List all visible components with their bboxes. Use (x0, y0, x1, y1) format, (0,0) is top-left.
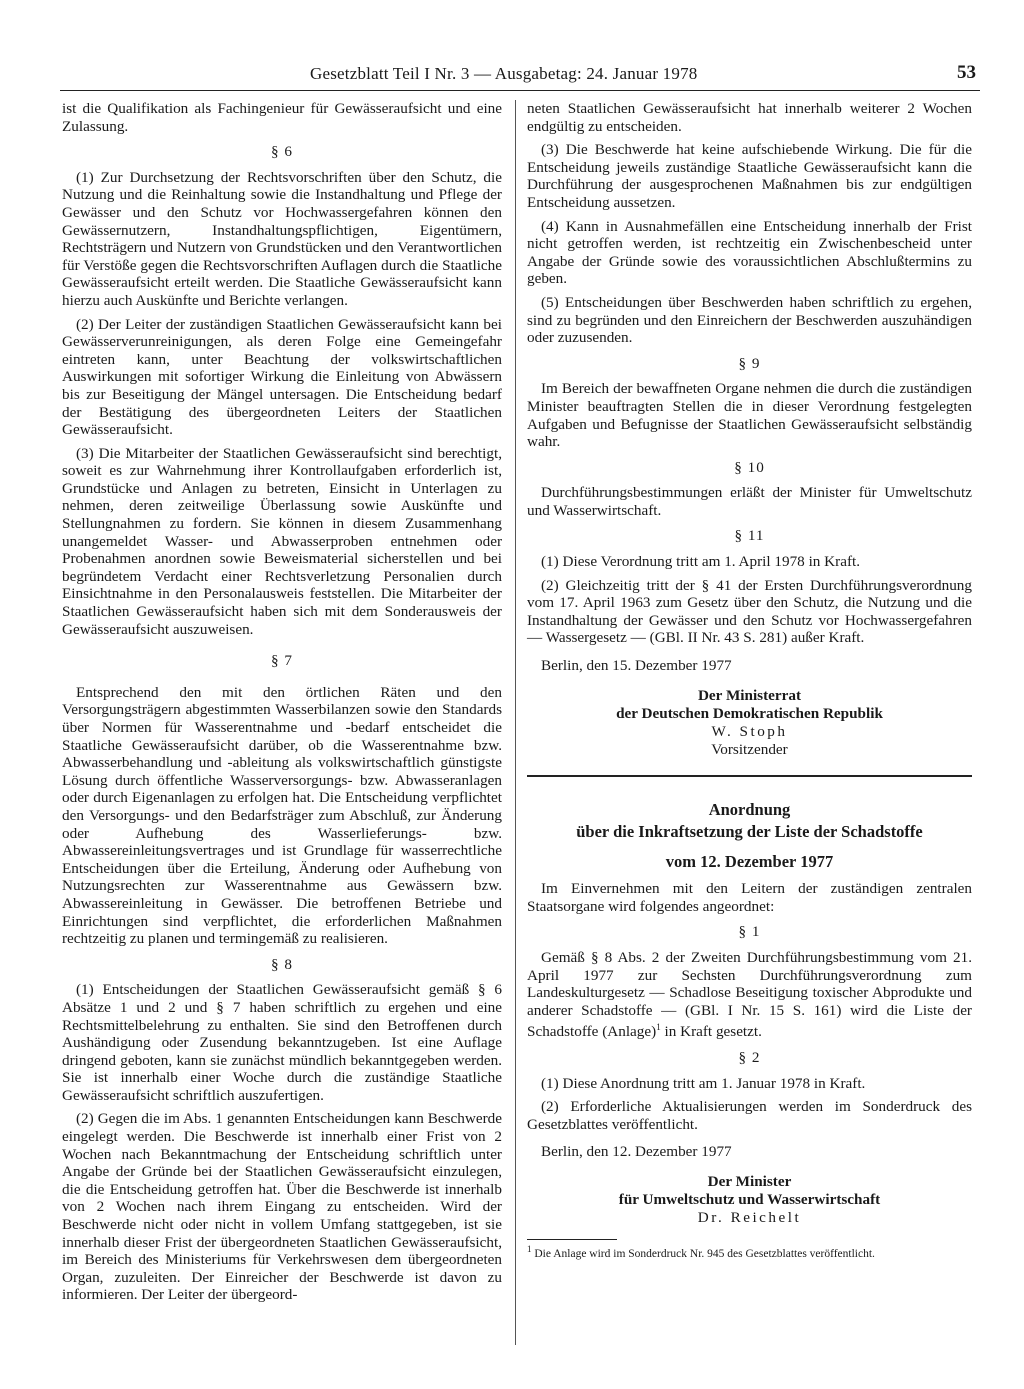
paragraph: (1) Diese Anordnung tritt am 1. Januar 1978 in Kraft. (541, 1074, 866, 1092)
paragraph: neten Staatlichen Gewässeraufsicht hat innerhalb weiterer 2 Wochen endgültig zu entscheiden. (527, 100, 972, 135)
signatory-body: für Umweltschutz und Wasserwirtschaft (618, 1191, 881, 1208)
ordinance-title: Anordnung (708, 799, 791, 819)
paragraph: Im Einvernehmen mit den Leitern der zuständigen zentralen Staatsorgane wird folgendes angeordnet: (527, 880, 972, 915)
place-date: Berlin, den 12. Dezember 1977 (541, 1143, 732, 1161)
paragraph-text: Gemäß § 8 Abs. 2 der Zweiten Durchführungsbestimmung vom 21. April 1977 zur Sechsten Durchführungsverordnung zum Landeskulturgesetz — Schadlose Beseitigung toxischer Abprodukte und anderer Schadstoffe — (GBl. I Nr. 15 S. 161) wird die Liste der Schadstoffe (Anlage) (527, 949, 972, 1041)
signatory-role: Vorsitzender (711, 740, 788, 758)
ordinance-subtitle: über die Inkraftsetzung der Liste der Schadstoffe (576, 821, 923, 841)
paragraph: (1) Diese Verordnung tritt am 1. April 1978 in Kraft. (541, 553, 861, 571)
paragraph: (1) Entscheidungen der Staatlichen Gewässeraufsicht gemäß § 6 Absätze 1 und 2 und § 7 haben schriftlich zu ergehen und eine Rechtsmittelbelehrung zu enthalten. Sie sind den Betroffenen durch Aushändigung oder Zusendung bekanntzugeben. Ist eine Auflage dringend geboten, kann sie zunächst mündlich bekanntgegeben werden. Sie ist innerhalb einer Woche durch die zuständige Staatliche Gewässeraufsicht schriftlich auszufertigen. (62, 981, 502, 1104)
place-date: Berlin, den 15. Dezember 1977 (541, 657, 732, 675)
paragraph: (5) Entscheidungen über Beschwerden haben schriftlich zu ergehen, sind zu begründen und den Einreichern der Beschwerden auszuhändigen oder zuzusenden. (527, 293, 972, 347)
paragraph (527, 949, 972, 1041)
paragraph: (1) Zur Durchsetzung der Rechtsvorschriften über den Schutz, die Nutzung und die Reinhaltung sowie die Instandhaltung und Pflege der Gewässer und den Schutz vor Hochwassergefahren können den Gewässernutzern, Instandhaltungspflichtigen, Eigentümern, Rechtsträgern und Nutzern von Grundstücken und den Verantwortlichen für Verstöße gegen die Rechtsvorschriften Auflagen durch die Staatliche Gewässeraufsicht erteilt werden. Die Staatliche Gewässeraufsicht kann hierzu auch Auskünfte und Berichte verlangen. (62, 168, 502, 309)
paragraph: (2) Gleichzeitig tritt der § 41 der Ersten Durchführungsverordnung vom 17. April 1963 zum Gesetz über den Schutz, die Nutzung und die Instandhaltung der Gewässer und den Schutz vor Hochwassergefahren — Wassergesetz — (GBl. II Nr. 43 S. 281) außer Kraft. (527, 576, 972, 647)
header-title: Gesetzblatt Teil I Nr. 3 — Ausgabetag: 24. Januar 1978 (310, 64, 698, 83)
ordinance-date: vom 12. Dezember 1977 (665, 851, 834, 871)
paragraph: Entsprechend den mit den örtlichen Räten und den Versorgungsträgern abgestimmten Wasserbilanzen sowie den Standards über Normen für Wasserentnahme und -bedarf entscheidet die Staatliche Gewässeraufsicht darüber, ob die Wasserentnahme bzw. Abwasserbehandlung und -ableitung als volkswirtschaftlich günstigste Lösung durch öffentliche Wasserversorgungs- bzw. Abwasseranlagen oder durch Eigenanlagen zu erfolgen hat. Die Entscheidung verpflichtet den Versorgungs- und den Bedarfsträger zum Abschluß, zur Änderung oder Aufhebung des Wasserlieferungs- bzw. Abwassereinleitungsvertrages und ist Grundlage für wasserrechtliche Entscheidungen über die Erteilung, Änderung oder Aufhebung von Nutzungsrechten zur Wasserentnahme aus Gewässern bzw. Abwassereinleitung in Gewässer. Die betroffenen Betriebe und Einrichtungen sind verpflichtet, die erforderlichen Maßnahmen rechtzeitig zu planen und termingemäß zu realisieren. (62, 683, 502, 948)
section-heading: § 6 (271, 143, 293, 161)
paragraph: (3) Die Mitarbeiter der Staatlichen Gewässeraufsicht sind berechtigt, soweit es zur Wahrnehmung ihrer Kontrollaufgaben erforderlich ist, Grundstücke und Anlagen zu betreten, Einsicht in Unterlagen zu nehmen, deren zeitweilige Überlassung sowie Auskünfte und Stellungnahmen zu fordern. Sie können in diesem Zusammenhang unangemeldet Wasser- und Abwasserproben entnehmen oder Probenahmen anordnen sowie Beweismaterial sicherstellen und bei begründetem Verdacht einer Rechtsverletzung Personalien durch Einsichtnahme in den Personalausweis feststellen. Die Mitarbeiter der Staatlichen Gewässeraufsicht haben sich mit dem Sonderausweis der Gewässeraufsicht auszuweisen. (62, 444, 502, 638)
left-column (62, 100, 502, 1310)
section-heading: § 10 (734, 458, 765, 476)
section-heading: § 11 (734, 527, 765, 545)
signatory-body: Der Minister (707, 1173, 792, 1190)
paragraph: (3) Die Beschwerde hat keine aufschiebende Wirkung. Die für die Entscheidung jeweils zuständige Staatliche Gewässeraufsicht kann die Durchführung der ausgesprochenen Maßnahmen bis zur endgültigen Entscheidung aussetzen. (527, 141, 972, 211)
section-heading: § 7 (271, 652, 293, 670)
page-number: 53 (957, 62, 976, 83)
paragraph: (2) Erforderliche Aktualisierungen werden im Sonderdruck des Gesetzblattes veröffentlicht. (527, 1098, 972, 1133)
paragraph: ist die Qualifikation als Fachingenieur für Gewässeraufsicht und eine Zulassung. (62, 100, 502, 135)
column-divider (515, 100, 516, 1345)
section-divider (527, 775, 972, 777)
section-heading: § 1 (738, 923, 761, 941)
paragraph: (2) Der Leiter der zuständigen Staatlichen Gewässeraufsicht kann bei Gewässerverunreinigungen, als deren Folge eine Gemeingefahr eintreten kann, unter Beachtung der volkswirtschaftlichen Auswirkungen mit sofortiger Wirkung die Einleitung von Abwässern bis zur Beseitigung der Mängel untersagen. Die Entscheidung bedarf der Bestätigung des übergeordneten Leiters der Staatlichen Gewässeraufsicht. (62, 315, 502, 439)
section-heading: § 9 (738, 354, 761, 372)
signatory-body: Der Ministerrat (697, 686, 802, 704)
footnote (527, 1243, 972, 1261)
paragraph-text: in Kraft gesetzt. (660, 1023, 762, 1041)
right-column (527, 100, 972, 1261)
page-header (60, 62, 980, 91)
signatory-name: Dr. Reichelt (697, 1209, 802, 1226)
footnote-reference: 1 (656, 1022, 661, 1033)
footnote-mark: 1 (527, 1244, 532, 1254)
signatory-name: W. Stoph (711, 722, 788, 740)
signatory-body: der Deutschen Demokratischen Republik (616, 704, 883, 722)
paragraph: Im Bereich der bewaffneten Organe nehmen die durch die zuständigen Minister beauftragten Stellen die in dieser Verordnung festgelegten Aufgaben und Befugnisse der Staatlichen Gewässeraufsicht selbständig wahr. (527, 380, 972, 451)
section-heading: § 2 (738, 1049, 761, 1067)
section-heading: § 8 (271, 955, 293, 973)
paragraph: (4) Kann in Ausnahmefällen eine Entscheidung innerhalb der Frist nicht getroffen werden, ist rechtzeitig ein Zwischenbescheid unter Angabe der Gründe sowie des voraussichtlichen Abschlußtermins zu geben. (527, 217, 972, 288)
footnote-text: Die Anlage wird im Sonderdruck Nr. 945 des Gesetzblattes veröffentlicht. (531, 1247, 875, 1260)
paragraph: Durchführungsbestimmungen erläßt der Minister für Umweltschutz und Wasserwirtschaft. (527, 484, 972, 519)
footnote-rule (527, 1239, 617, 1240)
paragraph: (2) Gegen die im Abs. 1 genannten Entscheidungen kann Beschwerde eingelegt werden. Die Beschwerde ist innerhalb einer Frist von 2 Wochen nach Bekanntmachung der Entscheidung schriftlich unter Angabe der Gründe bei der Staatlichen Gewässeraufsicht einzulegen, die die Entscheidung getroffen hat. Über die Beschwerde ist innerhalb von 2 Wochen nach ihrem Eingang zu entscheiden. Wird der Beschwerde nicht oder nicht in vollem Umfang stattgegeben, ist sie innerhalb dieser Frist der übergeordneten Staatlichen Gewässeraufsicht, im Bereich des Ministeriums für Verkehrswesen dem übergeordneten Organ, zuzuleiten. Der Einreicher der Beschwerde ist davon zu informieren. Der Leiter der übergeord- (62, 1110, 502, 1304)
